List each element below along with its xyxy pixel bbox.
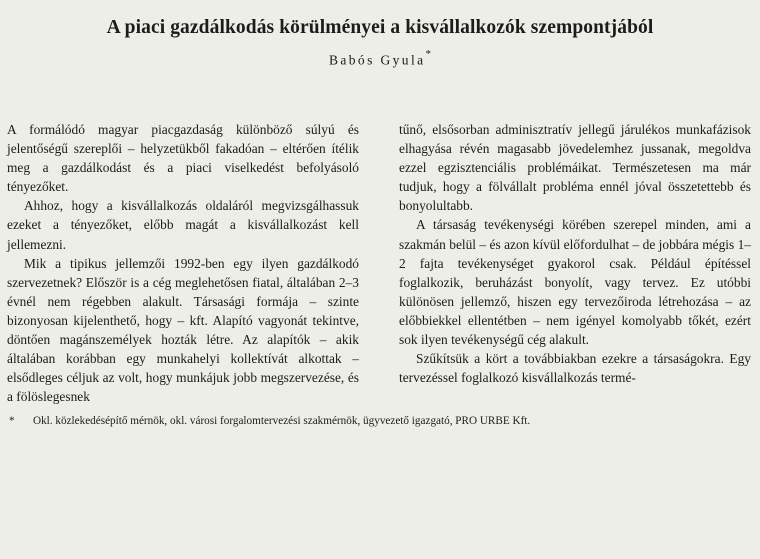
footnote-text: Okl. közlekedésépítő mérnök, okl. városi forgalomtervezési szakmérnök, ügyvezető igazgató, PRO URBE Kft. <box>33 415 531 427</box>
footnote-marker: * <box>9 415 15 427</box>
paragraph: A társaság tevékenységi körében szerepel minden, ami a szakmán belül – és azon kívül előfordulhat – de jobbára mégis 1–2 fajta tevékenységet gyakorol csak. Például építéssel foglalkozik, beruházást bonyolít, vagy tervez. Ez utóbbi különösen jellemző, hiszen egy tervezőiroda létrehozása – az előbbiekkel ellentétben – nem igényel komolyabb tőkét, ezért sok ilyen tevékenységű cég alakult. <box>399 217 751 348</box>
author-name: Babós Gyula <box>328 52 426 68</box>
right-column <box>399 120 751 387</box>
left-column <box>7 120 359 406</box>
article-title: A piaci gazdálkodás körülményei a kisvállalkozók szempontjából <box>106 17 654 38</box>
paragraph: Ahhoz, hogy a kisvállalkozás oldaláról megvizsgálhassuk ezeket a tényezőket, előbb magát a kisvállalkozást kell jellemezni. <box>7 198 359 252</box>
footnote <box>9 414 754 428</box>
paragraph: Szűkítsük a kört a továbbiakban ezekre a társaságokra. Egy tervezéssel foglalkozó kisvállalkozás termé- <box>399 351 751 386</box>
article-author <box>0 50 760 69</box>
paragraph: A formálódó magyar piacgazdaság különböző súlyú és jelentőségű szereplői – helyzetükből fakadóan – eltérően ítélik meg a gazdálkodást és a piaci viselkedést befolyásoló tényezőket. <box>7 122 359 195</box>
paragraph: Mik a tipikus jellemzői 1992-ben egy ilyen gazdálkodó szervezetnek? Először is a cég meglehetősen fiatal, általában 2–3 évnél nem régebben alakult. Társasági formája – szinte bizonyosan kijelenthető, hogy – kft. Alapító vagyonát tekintve, döntően magánszemélyek hozták létre. Az alapítók – akik általában korábban egy munkahelyi kollektívát alkottak – elsődleges céljuk az volt, hogy munkájuk jobb megszervezése, és a fölöslegesnek <box>7 255 359 405</box>
author-footnote-marker: * <box>425 48 432 60</box>
paragraph: tűnő, elsősorban adminisztratív jellegű járulékos munkafázisok elhagyása révén magasabb jövedelemhez jussanak, megoldva ezzel egzisztenciális problémáikat. Természetesen ma már tudjuk, hogy a fölvállalt probléma ennél jóval összetettebb és bonyolultabb. <box>399 122 751 214</box>
